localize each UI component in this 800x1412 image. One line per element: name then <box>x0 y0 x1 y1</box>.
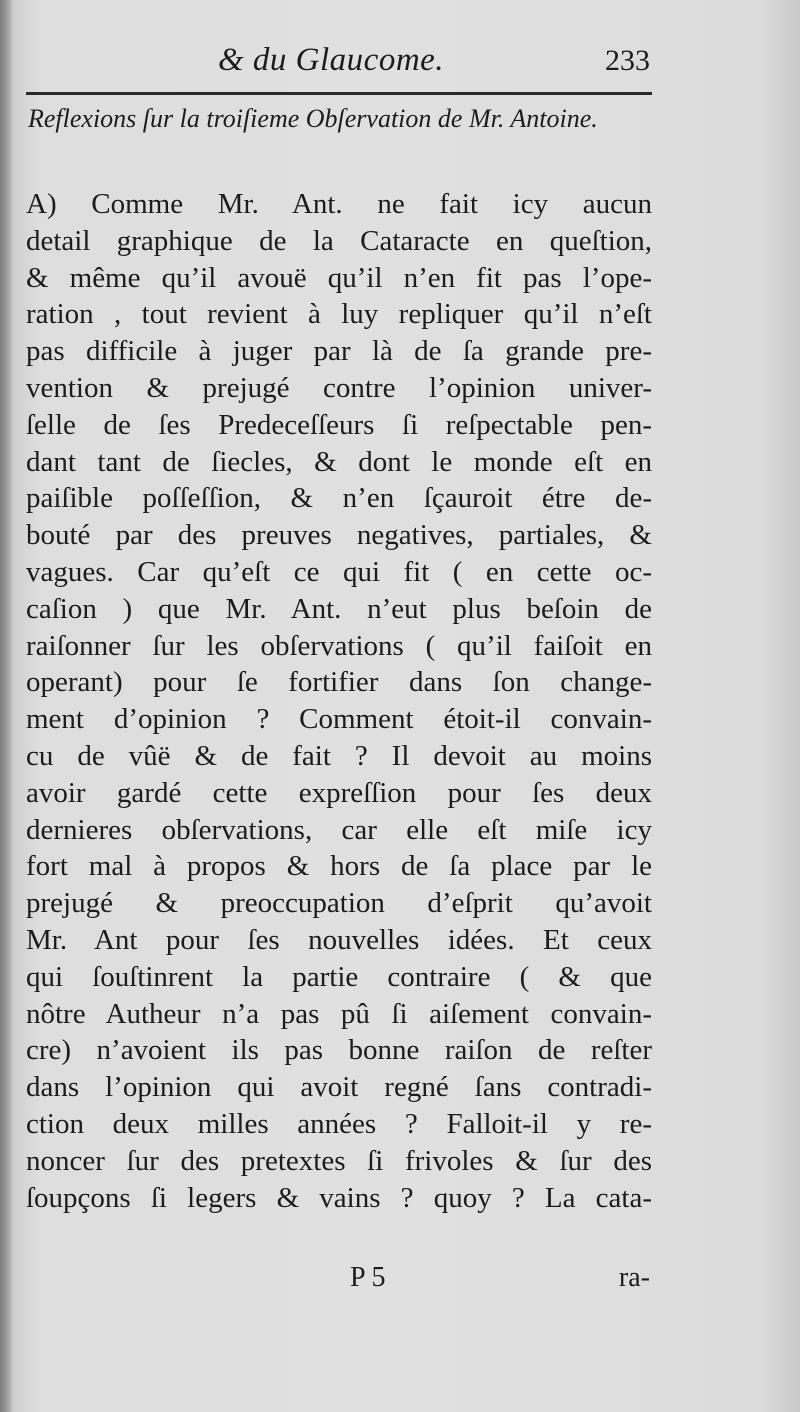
text-line: qui ſouſtinrent la partie contraire ( & que <box>26 960 652 993</box>
text-line: dernieres obſervations, car elle eſt miſe icy <box>26 813 652 846</box>
body-text <box>26 186 652 1216</box>
running-head <box>30 42 652 88</box>
text-line: ction deux milles années ? Falloit-il y re- <box>26 1107 652 1140</box>
header-rule <box>26 92 652 95</box>
gutter-shadow <box>0 0 14 1412</box>
text-line: noncer ſur des pretextes ſi frivoles & ſur des <box>26 1144 652 1177</box>
text-line: pas difficile à juger par là de ſa grande pre- <box>26 335 652 368</box>
text-line: Mr. Ant pour ſes nouvelles idées. Et ceux <box>26 923 652 956</box>
text-line: cu de vûë & de fait ? Il devoit au moins <box>26 739 652 772</box>
text-line: paiſible poſſeſſion, & n’en ſçauroit étre de- <box>26 482 652 515</box>
text-line: ſelle de ſes Predeceſſeurs ſi reſpectable pen- <box>26 408 652 441</box>
running-title: & du Glaucome. <box>218 42 445 78</box>
text-line: detail graphique de la Cataracte en queſtion, <box>26 224 652 257</box>
text-line: vention & prejugé contre l’opinion univer- <box>26 371 652 404</box>
text-line: ment d’opinion ? Comment étoit-il convain- <box>26 703 652 736</box>
text-line: A) Comme Mr. Ant. ne fait icy aucun <box>26 188 652 220</box>
page-number: 233 <box>605 44 650 77</box>
section-heading: Reflexions ſur la troiſieme Obſervation de Mr. Antoine. <box>28 104 598 133</box>
text-line: & même qu’il avouë qu’il n’en fit pas l’ope- <box>26 261 652 294</box>
text-line: prejugé & preoccupation d’eſprit qu’avoit <box>26 887 652 920</box>
text-line: dant tant de ſiecles, & dont le monde eſt en <box>26 445 652 478</box>
text-line: avoir gardé cette expreſſion pour ſes deux <box>26 776 652 809</box>
text-line: raiſonner ſur les obſervations ( qu’il faiſoit en <box>26 629 652 662</box>
text-line: fort mal à propos & hors de ſa place par le <box>26 850 652 883</box>
catchword: ra- <box>618 1262 650 1293</box>
text-line: ration , tout revient à luy repliquer qu’il n’eſt <box>26 298 652 331</box>
text-line: ſoupçons ſi legers & vains ? quoy ? La cata- <box>26 1181 652 1214</box>
text-line: vagues. Car qu’eſt ce qui fit ( en cette oc- <box>26 555 652 588</box>
text-line: operant) pour ſe fortifier dans ſon change- <box>26 666 652 699</box>
text-line: nôtre Autheur n’a pas pû ſi aiſement convain- <box>26 997 652 1030</box>
text-line: dans l’opinion qui avoit regné ſans contradi- <box>26 1071 652 1104</box>
text-line: bouté par des preuves negatives, partiales, & <box>26 519 652 552</box>
signature-mark: P 5 <box>350 1262 386 1293</box>
text-line: caſion ) que Mr. Ant. n’eut plus beſoin de <box>26 592 652 625</box>
text-line: cre) n’avoient ils pas bonne raiſon de reſter <box>26 1034 652 1067</box>
